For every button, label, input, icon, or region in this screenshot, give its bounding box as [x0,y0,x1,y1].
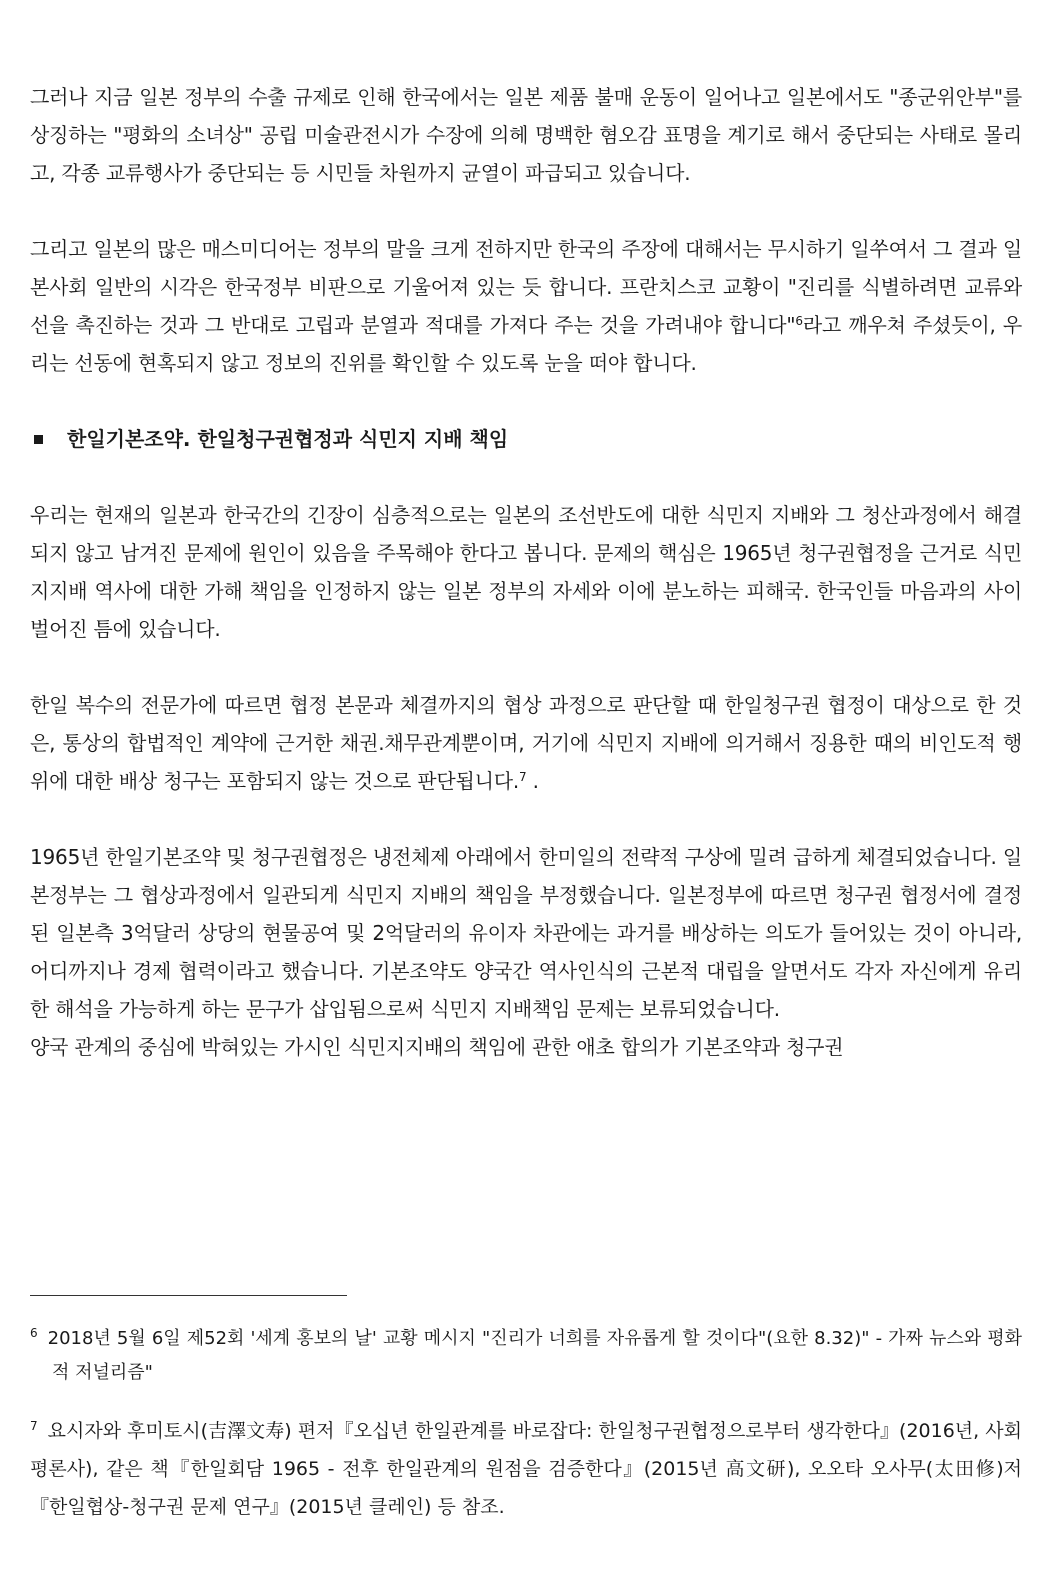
footnote-6 [30,1322,1022,1390]
paragraph-4-text-a: 한일 복수의 전문가에 따르면 협정 본문과 체결까지의 협상 과정으로 판단할 때 한일청구권 협정이 대상으로 한 것은, 통상의 합법적인 계약에 근거한 채권.채무관계뿐이며, 거기에 식민지 지배에 의거해서 징용한 때의 비인도적 행위에 대한 배상 청구는 포함되지 않는 것으로 판단됩니다. [30,693,1022,793]
paragraph-gap [30,192,1022,230]
footnote-text: 2018년 5월 6일 제52회 '세계 홍보의 날' 교황 메시지 "진리가 너희를 자유롭게 할 것이다"(요한 8.32)" - 가짜 뉴스와 평화적 저널리즘" [47,1328,1022,1383]
paragraph-gap [30,648,1022,686]
paragraph-gap [30,382,1022,420]
footnote-text: 요시자와 후미토시(吉澤文寿) 편저『오십년 한일관계를 바로잡다: 한일청구권협정으로부터 생각한다』(2016년, 사회평론사), 같은 책『한일회담 1965 - 전후 한일관계의 원점을 검증한다』(2015년 高文研), 오오타 오사무(太田修)저『한일협상-청구권 문제 연구』(2015년 클레인) 등 참조. [30,1420,1022,1518]
footnote-ref-6[interactable]: 6 [795,314,803,328]
footnote-number: 7 [30,1419,38,1433]
paragraph-3: 우리는 현재의 일본과 한국간의 긴장이 심층적으로는 일본의 조선반도에 대한 식민지 지배와 그 청산과정에서 해결되지 않고 남겨진 문제에 원인이 있음을 주목해야 한다고 봅니다. 문제의 핵심은 1965년 청구권협정을 근거로 식민지지배 역사에 대한 가해 책임을 인정하지 않는 일본 정부의 자세와 이에 분노하는 피해국. 한국인들 마음과의 사이 벌어진 틈에 있습니다. [30,503,1022,641]
section-heading-text: 한일기본조약. 한일청구권협정과 식민지 지배 책임 [67,427,509,451]
paragraph-4-text-b: . [526,769,539,793]
section-heading [30,420,1022,458]
paragraph-2-text-b: 라고 깨우쳐 주셨듯이, 우리는 선동에 현혹되지 않고 정보의 진위를 확인할 수 있도록 눈을 떠야 합니다. [30,313,1022,375]
paragraph-6: 양국 관계의 중심에 박혀있는 가시인 식민지지배의 책임에 관한 애초 합의가 기본조약과 청구권 [30,1035,844,1059]
footnote-number: 6 [30,1326,38,1340]
paragraph-1: 그러나 지금 일본 정부의 수출 규제로 인해 한국에서는 일본 제품 불매 운동이 일어나고 일본에서도 "종군위안부"를 상징하는 "평화의 소녀상" 공립 미술관전시가 수장에 의헤 명백한 혐오감 표명을 계기로 해서 중단되는 사태로 몰리고, 각종 교류행사가 중단되는 등 시민들 차원까지 균열이 파급되고 있습니다. [30,85,1022,185]
paragraph-gap [30,800,1022,838]
paragraph-gap [30,458,1022,496]
paragraph-2-text-a: 그리고 일본의 많은 매스미디어는 정부의 말을 크게 전하지만 한국의 주장에 대해서는 무시하기 일쑤여서 그 결과 일본사회 일반의 시각은 한국정부 비판으로 기울어져 있는 듯 합니다. 프란치스코 교황이 "진리를 식별하려면 교류와 선을 촉진하는 것과 그 반대로 고립과 분열과 적대를 가져다 주는 것을 가려내야 합니다" [30,237,1022,337]
footnote-7 [30,1412,1022,1526]
paragraph-2 [30,230,1022,382]
document-body [30,78,1022,1066]
footnotes [30,1322,1022,1526]
paragraph-5: 1965년 한일기본조약 및 청구권협정은 냉전체제 아래에서 한미일의 전략적 구상에 밀려 급하게 체결되었습니다. 일본정부는 그 협상과정에서 일관되게 식민지 지배의 책임을 부정했습니다. 일본정부에 따르면 청구권 협정서에 결정된 일본측 3억달러 상당의 현물공여 및 2억달러의 유이자 차관에는 과거를 배상하는 의도가 들어있는 것이 아니라, 어디까지나 경제 협력이라고 했습니다. 기본조약도 양국간 역사인식의 근본적 대립을 알면서도 각자 자신에게 유리한 해석을 가능하게 하는 문구가 삽입됨으로써 식민지 지배책임 문제는 보류되었습니다. [30,845,1022,1021]
footnote-separator [30,1295,347,1296]
square-bullet-icon [34,435,43,444]
paragraph-4 [30,686,1022,800]
footnote-ref-7[interactable]: 7 [519,770,527,784]
